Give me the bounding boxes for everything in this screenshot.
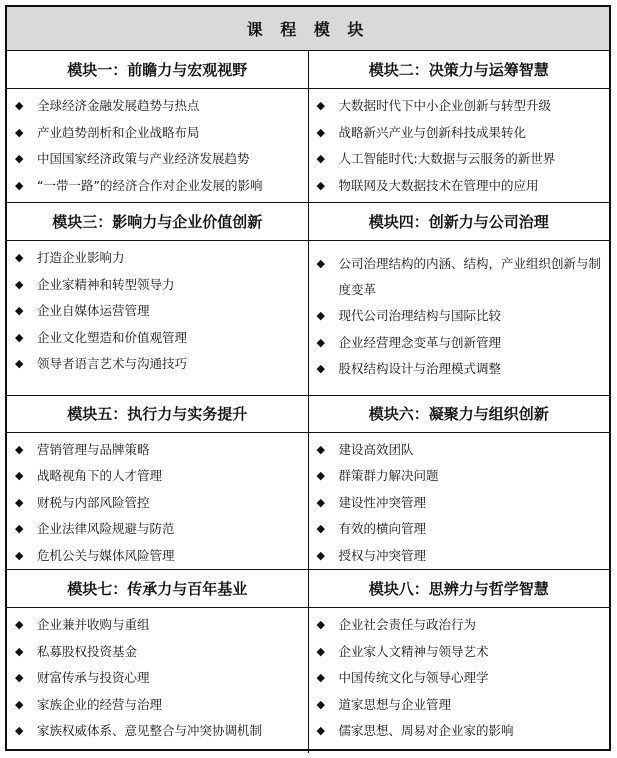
list-item-text: 营销管理与品牌策略: [37, 441, 150, 457]
module-cell: [7, 51, 309, 202]
diamond-bullet-icon: ◆: [316, 522, 325, 535]
list-item: [15, 543, 302, 570]
diamond-bullet-icon: ◆: [15, 152, 24, 165]
diamond-bullet-icon: ◆: [316, 697, 325, 711]
list-item: [15, 639, 302, 666]
module-row: [7, 570, 609, 753]
list-item-text: 全球经济金融发展趋势与热点: [37, 98, 200, 113]
list-item: [15, 245, 302, 272]
diamond-bullet-icon: ◆: [15, 469, 24, 482]
module-header: 模块三：影响力与企业价值创新: [7, 203, 308, 241]
list-item-text: 有效的横向管理: [338, 521, 427, 536]
diamond-bullet-icon: ◆: [15, 697, 24, 711]
list-item-text: 企业家人文精神与领导艺术: [338, 643, 489, 659]
list-item-text: 战略视角下的人才管理: [37, 468, 163, 483]
diamond-bullet-icon: ◆: [15, 522, 24, 535]
diamond-bullet-icon: ◆: [15, 495, 24, 509]
list-item: [317, 639, 604, 666]
list-item: [317, 330, 604, 357]
list-item-text: “一带一路”的经济合作对企业发展的影响: [37, 177, 263, 193]
list-item-text: 企业经营理念变革与创新管理: [338, 334, 502, 350]
diamond-bullet-icon: ◆: [15, 330, 24, 344]
list-item: [317, 146, 604, 173]
table-title: 课 程 模 块: [7, 7, 609, 51]
list-item: [15, 718, 302, 745]
module-row: [7, 396, 609, 570]
diamond-bullet-icon: ◆: [316, 362, 325, 375]
list-item: [317, 463, 604, 490]
module-cell: [309, 570, 610, 753]
diamond-bullet-icon: ◆: [316, 671, 325, 684]
module-cell: [309, 396, 610, 569]
module-item-list: [7, 89, 308, 199]
diamond-bullet-icon: ◆: [316, 178, 325, 192]
module-cell: [7, 570, 309, 753]
list-item: [317, 612, 604, 639]
list-item: [15, 692, 302, 719]
list-item: [15, 93, 302, 120]
list-item-text: 企业法律风险规避与防范: [37, 521, 175, 536]
list-item: [317, 718, 604, 745]
list-item: [317, 93, 604, 120]
list-item-text: 建设高效团队: [338, 441, 414, 457]
list-item-text: 股权结构设计与治理模式调整: [338, 361, 502, 376]
list-item-text: 人工智能时代:大数据与云服务的新世界: [338, 151, 556, 166]
diamond-bullet-icon: ◆: [15, 671, 24, 684]
list-item-text: 企业家精神和转型领导力: [37, 276, 175, 292]
diamond-bullet-icon: ◆: [316, 152, 325, 165]
list-item: [317, 303, 604, 330]
list-item-text: 公司治理结构的内涵、结构，产业组织创新与制度变革: [338, 256, 602, 297]
diamond-bullet-icon: ◆: [15, 357, 24, 370]
diamond-bullet-icon: ◆: [316, 99, 325, 112]
diamond-bullet-icon: ◆: [15, 304, 24, 317]
list-item: [317, 173, 604, 200]
list-item: [15, 351, 302, 378]
module-header: 模块六：凝聚力与组织创新: [309, 396, 610, 433]
diamond-bullet-icon: ◆: [316, 724, 325, 737]
module-header: 模块五：执行力与实务提升: [7, 396, 308, 433]
diamond-bullet-icon: ◆: [316, 618, 325, 631]
list-item-text: 企业文化塑造和价值观管理: [37, 329, 188, 345]
list-item: [15, 612, 302, 639]
diamond-bullet-icon: ◆: [316, 309, 325, 322]
list-item: [15, 298, 302, 325]
diamond-bullet-icon: ◆: [15, 548, 24, 562]
diamond-bullet-icon: ◆: [316, 469, 325, 482]
list-item-text: 物联网及大数据技术在管理中的应用: [338, 177, 539, 193]
list-item-text: 群策群力解决问题: [338, 468, 439, 483]
list-item-text: 中国国家经济政策与产业经济发展趋势: [37, 151, 250, 166]
list-item-text: 家族企业的经营与治理: [37, 696, 163, 712]
module-item-list: [309, 89, 610, 199]
list-item: [15, 516, 302, 543]
list-item: [15, 272, 302, 299]
diamond-bullet-icon: ◆: [316, 335, 325, 349]
module-header: 模块一：前瞻力与宏观视野: [7, 51, 308, 89]
list-item: [15, 325, 302, 352]
module-item-list: [309, 241, 610, 383]
list-item-text: 产业趋势剖析和企业战略布局: [37, 124, 200, 140]
list-item-text: 领导者语言艺术与沟通技巧: [37, 356, 188, 371]
list-item: [317, 356, 604, 383]
module-header: 模块二：决策力与运筹智慧: [309, 51, 610, 89]
list-item-text: 企业社会责任与政治行为: [338, 617, 477, 632]
module-cell: [7, 203, 309, 395]
list-item: [317, 665, 604, 692]
list-item: [15, 437, 302, 464]
diamond-bullet-icon: ◆: [316, 257, 325, 270]
list-item-text: 危机公关与媒体风险管理: [37, 547, 175, 563]
list-item-text: 财富传承与投资心理: [37, 670, 150, 685]
diamond-bullet-icon: ◆: [316, 548, 325, 562]
diamond-bullet-icon: ◆: [15, 442, 24, 456]
list-item: [15, 665, 302, 692]
list-item-text: 授权与冲突管理: [338, 547, 427, 563]
module-header: 模块七：传承力与百年基业: [7, 570, 308, 608]
list-item: [317, 437, 604, 464]
list-item-text: 企业兼并收购与重组: [37, 617, 150, 632]
module-item-list: [7, 433, 308, 570]
course-modules-table: [5, 5, 611, 751]
list-item: [317, 120, 604, 147]
list-item: [15, 120, 302, 147]
diamond-bullet-icon: ◆: [316, 125, 325, 139]
module-row: [7, 203, 609, 396]
list-item-text: 中国传统文化与领导心理学: [338, 670, 489, 685]
module-row: [7, 51, 609, 203]
diamond-bullet-icon: ◆: [15, 724, 24, 737]
diamond-bullet-icon: ◆: [15, 277, 24, 291]
list-item: [15, 490, 302, 517]
list-item-text: 道家思想与企业管理: [338, 696, 452, 712]
list-item: [15, 173, 302, 200]
module-cell: [309, 51, 610, 202]
module-item-list: [7, 608, 308, 745]
module-item-list: [7, 241, 308, 378]
list-item: [15, 463, 302, 490]
list-item: [317, 251, 604, 303]
diamond-bullet-icon: ◆: [15, 251, 24, 264]
list-item-text: 财税与内部风险管控: [37, 494, 150, 510]
diamond-bullet-icon: ◆: [15, 99, 24, 112]
diamond-bullet-icon: ◆: [15, 125, 24, 139]
list-item: [317, 490, 604, 517]
module-cell: [309, 203, 610, 395]
list-item-text: 建设性冲突管理: [338, 494, 427, 510]
list-item-text: 打造企业影响力: [37, 250, 125, 265]
list-item: [317, 516, 604, 543]
module-header: 模块八：思辨力与哲学智慧: [309, 570, 610, 608]
list-item-text: 大数据时代下中小企业创新与转型升级: [338, 98, 552, 113]
diamond-bullet-icon: ◆: [316, 644, 325, 658]
list-item: [15, 146, 302, 173]
list-item-text: 家族权威体系、意见整合与冲突协调机制: [37, 723, 263, 738]
list-item: [317, 692, 604, 719]
diamond-bullet-icon: ◆: [15, 618, 24, 631]
diamond-bullet-icon: ◆: [316, 495, 325, 509]
diamond-bullet-icon: ◆: [15, 644, 24, 658]
module-item-list: [309, 608, 610, 745]
diamond-bullet-icon: ◆: [15, 178, 24, 192]
diamond-bullet-icon: ◆: [316, 442, 325, 456]
list-item-text: 儒家思想、周易对企业家的影响: [338, 723, 514, 738]
module-item-list: [309, 433, 610, 570]
module-header: 模块四：创新力与公司治理: [309, 203, 610, 241]
list-item-text: 私募股权投资基金: [37, 643, 138, 659]
list-item-text: 现代公司治理结构与国际比较: [338, 308, 502, 323]
module-cell: [7, 396, 309, 569]
list-item-text: 战略新兴产业与创新科技成果转化: [338, 124, 527, 140]
list-item-text: 企业自媒体运营管理: [37, 303, 150, 318]
list-item: [317, 543, 604, 570]
